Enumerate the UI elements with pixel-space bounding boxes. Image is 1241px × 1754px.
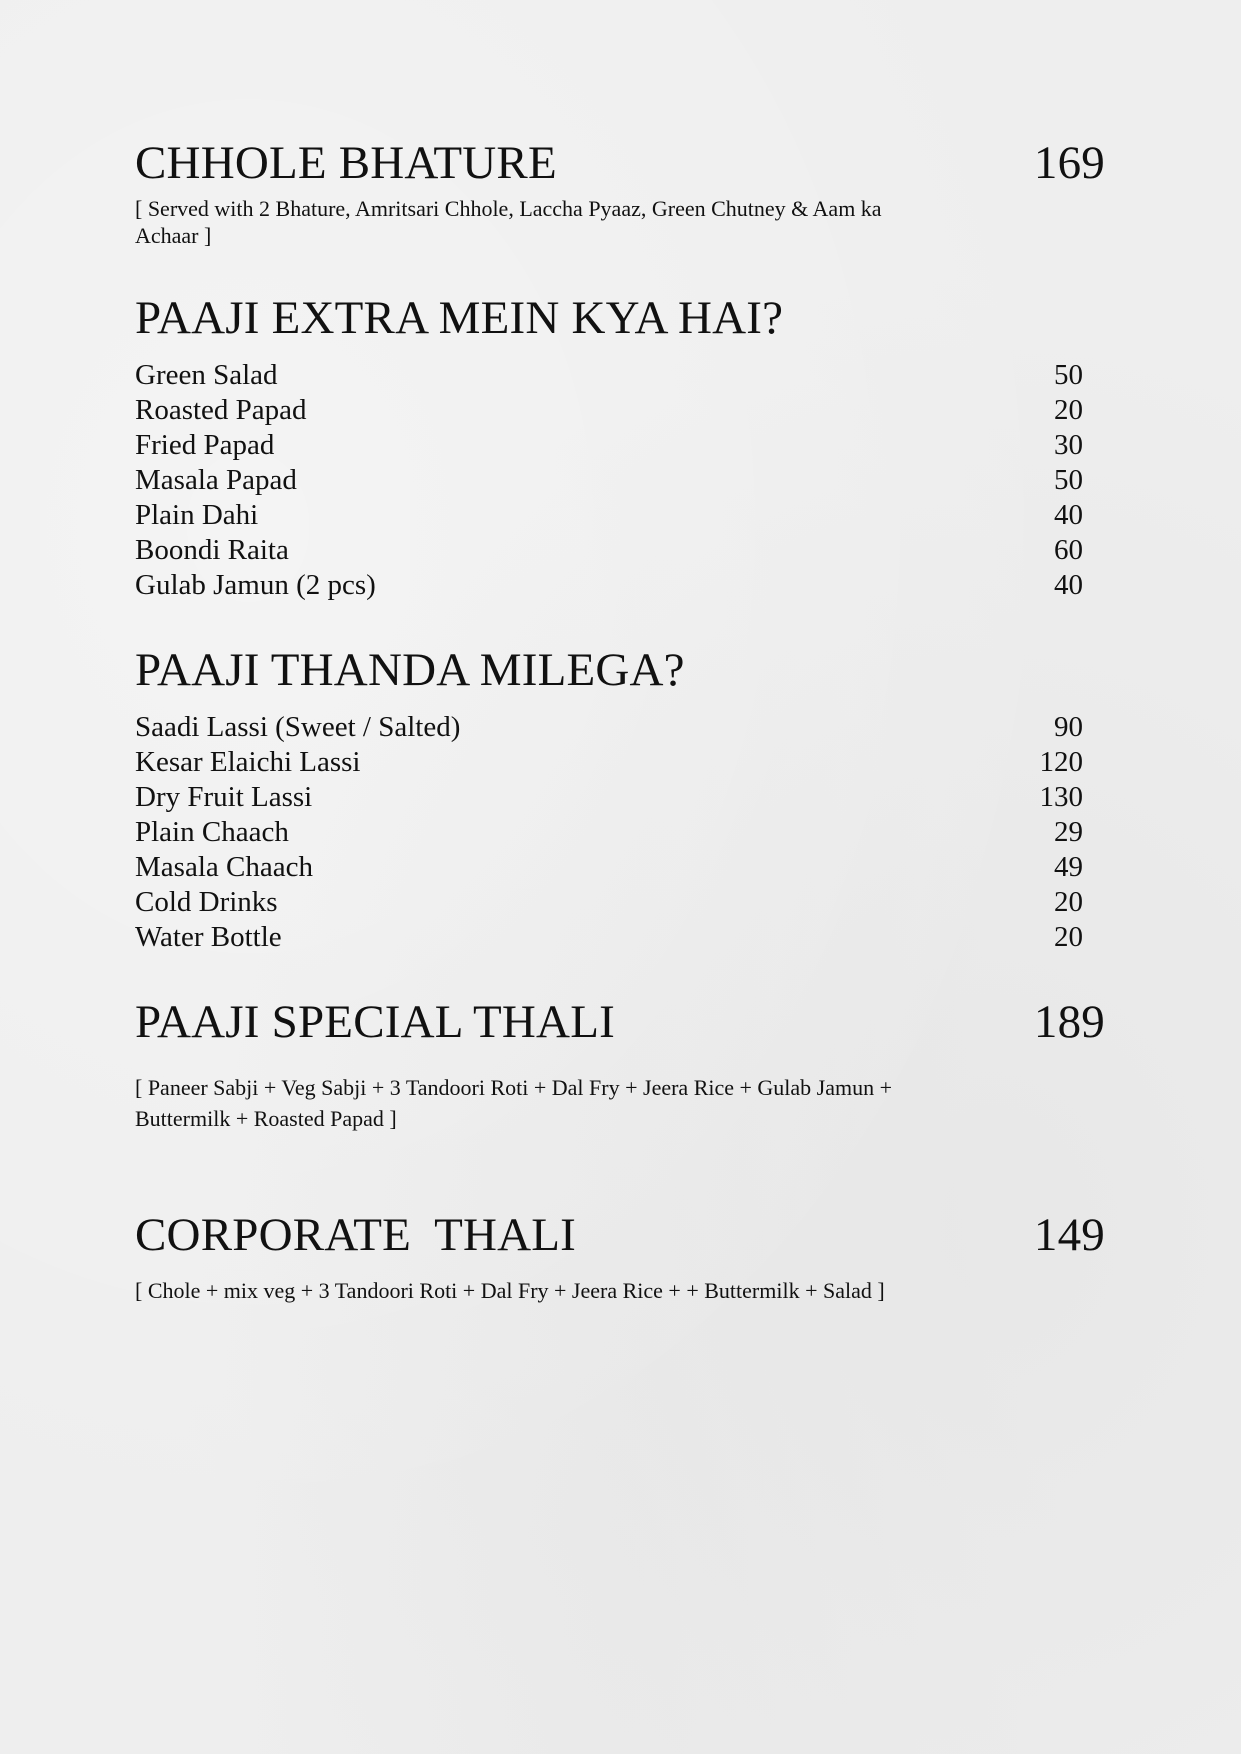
item-name: Roasted Papad	[135, 394, 307, 426]
section-title: CORPORATE THALI	[135, 1209, 577, 1261]
item-name: Green Salad	[135, 359, 278, 391]
section-title: PAAJI EXTRA MEIN KYA HAI?	[135, 292, 784, 344]
list-item	[135, 850, 1083, 885]
item-price: 50	[1054, 464, 1083, 496]
list-item	[135, 568, 1083, 603]
list-item	[135, 498, 1083, 533]
item-price: 40	[1054, 499, 1083, 531]
item-price: 40	[1054, 569, 1083, 601]
special-thali-description: [ Paneer Sabji + Veg Sabji + 3 Tandoori Roti + Dal Fry + Jeera Rice + Gulab Jamun + Buttermilk + Roasted Papad ]	[135, 1075, 893, 1131]
list-item	[135, 533, 1083, 568]
section-price: 169	[1033, 137, 1105, 189]
list-item	[135, 463, 1083, 498]
corporate-thali-heading	[135, 1209, 1105, 1417]
item-price: 20	[1054, 886, 1083, 918]
section-title: PAAJI SPECIAL THALI	[135, 996, 615, 1048]
item-price: 60	[1054, 534, 1083, 566]
item-price: 50	[1054, 359, 1083, 391]
item-name: Masala Papad	[135, 464, 297, 496]
item-price: 120	[1039, 746, 1083, 778]
list-item	[135, 815, 1083, 850]
item-price: 29	[1054, 816, 1083, 848]
section-title: PAAJI THANDA MILEGA?	[135, 644, 685, 696]
item-name: Boondi Raita	[135, 534, 289, 566]
item-price: 130	[1039, 781, 1083, 813]
item-name: Plain Dahi	[135, 499, 259, 531]
item-price: 90	[1054, 711, 1083, 743]
item-name: Masala Chaach	[135, 851, 313, 883]
section-title: CHHOLE BHATURE	[135, 137, 557, 189]
corporate-thali-description: [ Chole + mix veg + 3 Tandoori Roti + Dal Fry + Jeera Rice + + Buttermilk + Salad ]	[135, 1278, 885, 1303]
list-item	[135, 745, 1083, 780]
beverages-list	[135, 710, 1083, 955]
item-name: Gulab Jamun (2 pcs)	[135, 569, 376, 601]
extras-list	[135, 358, 1083, 603]
item-name: Saadi Lassi (Sweet / Salted)	[135, 711, 461, 743]
item-name: Dry Fruit Lassi	[135, 781, 313, 813]
chhole-bhature-description: [ Served with 2 Bhature, Amritsari Chhole, Laccha Pyaaz, Green Chutney & Aam ka Achaar ]	[135, 196, 882, 248]
list-item	[135, 780, 1083, 815]
item-price: 30	[1054, 429, 1083, 461]
item-name: Plain Chaach	[135, 816, 289, 848]
list-item	[135, 393, 1083, 428]
item-price: 20	[1054, 394, 1083, 426]
item-name: Cold Drinks	[135, 886, 278, 918]
item-name: Water Bottle	[135, 921, 282, 953]
list-item	[135, 920, 1083, 955]
section-price: 149	[1033, 1209, 1105, 1261]
section-price: 189	[1033, 996, 1105, 1048]
menu-page	[135, 0, 1105, 1754]
list-item	[135, 710, 1083, 745]
item-price: 49	[1054, 851, 1083, 883]
item-name: Kesar Elaichi Lassi	[135, 746, 361, 778]
list-item	[135, 358, 1083, 393]
item-name: Fried Papad	[135, 429, 275, 461]
item-price: 20	[1054, 921, 1083, 953]
list-item	[135, 885, 1083, 920]
list-item	[135, 428, 1083, 463]
